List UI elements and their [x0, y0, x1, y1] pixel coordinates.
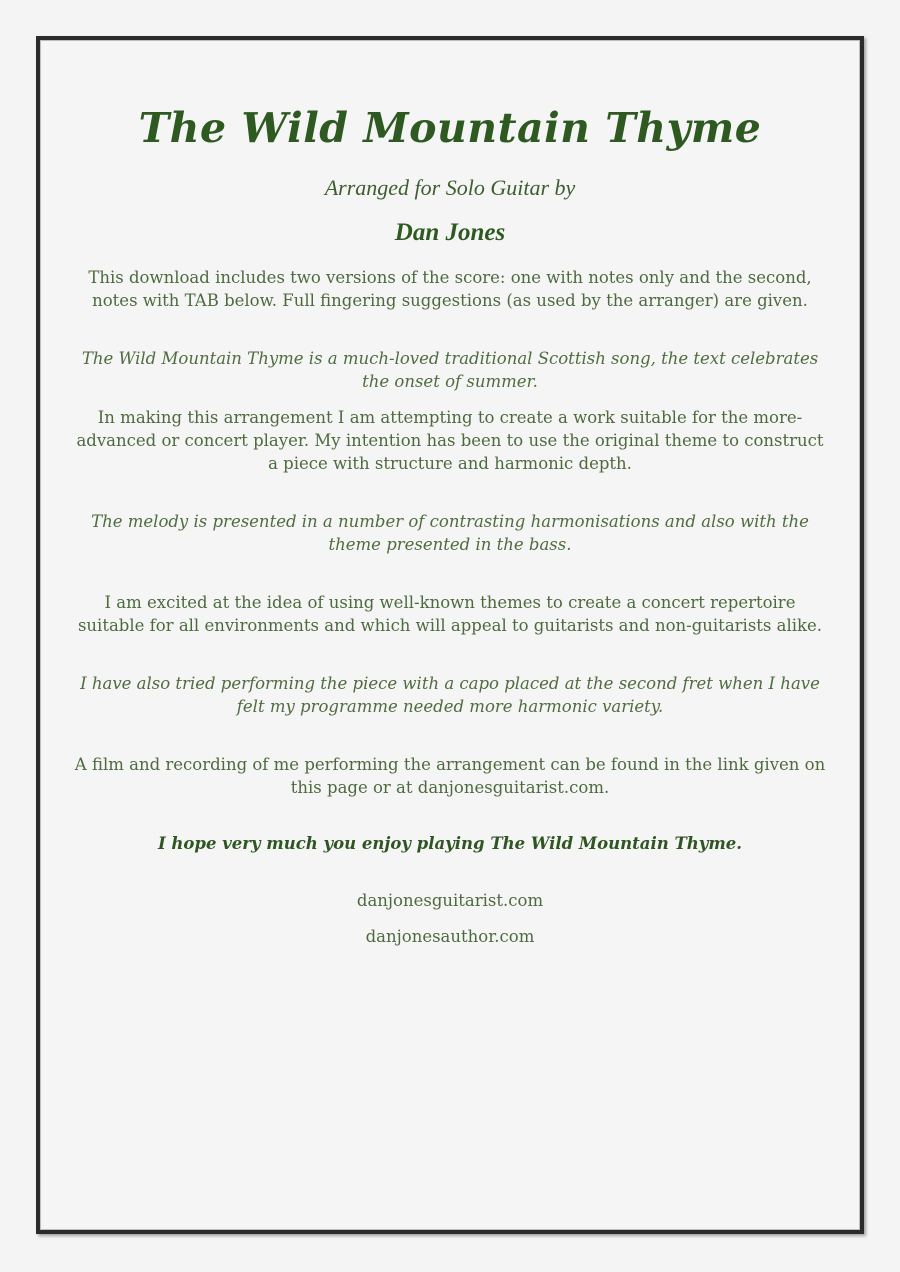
paragraph-download-info: This download includes two versions of the score: one with notes only and the second, notes with TAB below. Full fingering suggestions (as used by the arranger) are given.	[88, 267, 812, 310]
paragraph-closing-wish: I hope very much you enjoy playing The Wild Mountain Thyme.	[157, 833, 743, 853]
guitarist-website-link: danjonesguitarist.com	[356, 890, 544, 910]
paragraph-film-recording: A film and recording of me performing the arrangement can be found in the link given on this page or at danjonesguitarist.com.	[74, 754, 826, 797]
paragraph-song-description: The Wild Mountain Thyme is a much-loved traditional Scottish song, the text celebrates the onset of summer.	[81, 348, 819, 391]
author-name: Dan Jones	[394, 218, 506, 246]
subtitle: Arranged for Solo Guitar by	[324, 175, 576, 201]
author-website-link: danjonesauthor.com	[365, 926, 535, 946]
paragraph-arrangement-intent: In making this arrangement I am attempting to create a work suitable for the more-advanced or concert player. My intention has been to use the original theme to construct a piece with structure and harmonic depth.	[76, 407, 824, 473]
page-title: The Wild Mountain Thyme	[138, 104, 762, 152]
document-content	[70, 104, 830, 948]
paragraph-melody: The melody is presented in a number of contrasting harmonisations and also with the theme presented in the bass.	[91, 511, 809, 554]
paragraph-capo: I have also tried performing the piece with a capo placed at the second fret when I have felt my programme needed more harmonic variety.	[80, 673, 820, 716]
paragraph-repertoire: I am excited at the idea of using well-known themes to create a concert repertoire suitable for all environments and which will appeal to guitarists and non-guitarists alike.	[77, 592, 823, 635]
